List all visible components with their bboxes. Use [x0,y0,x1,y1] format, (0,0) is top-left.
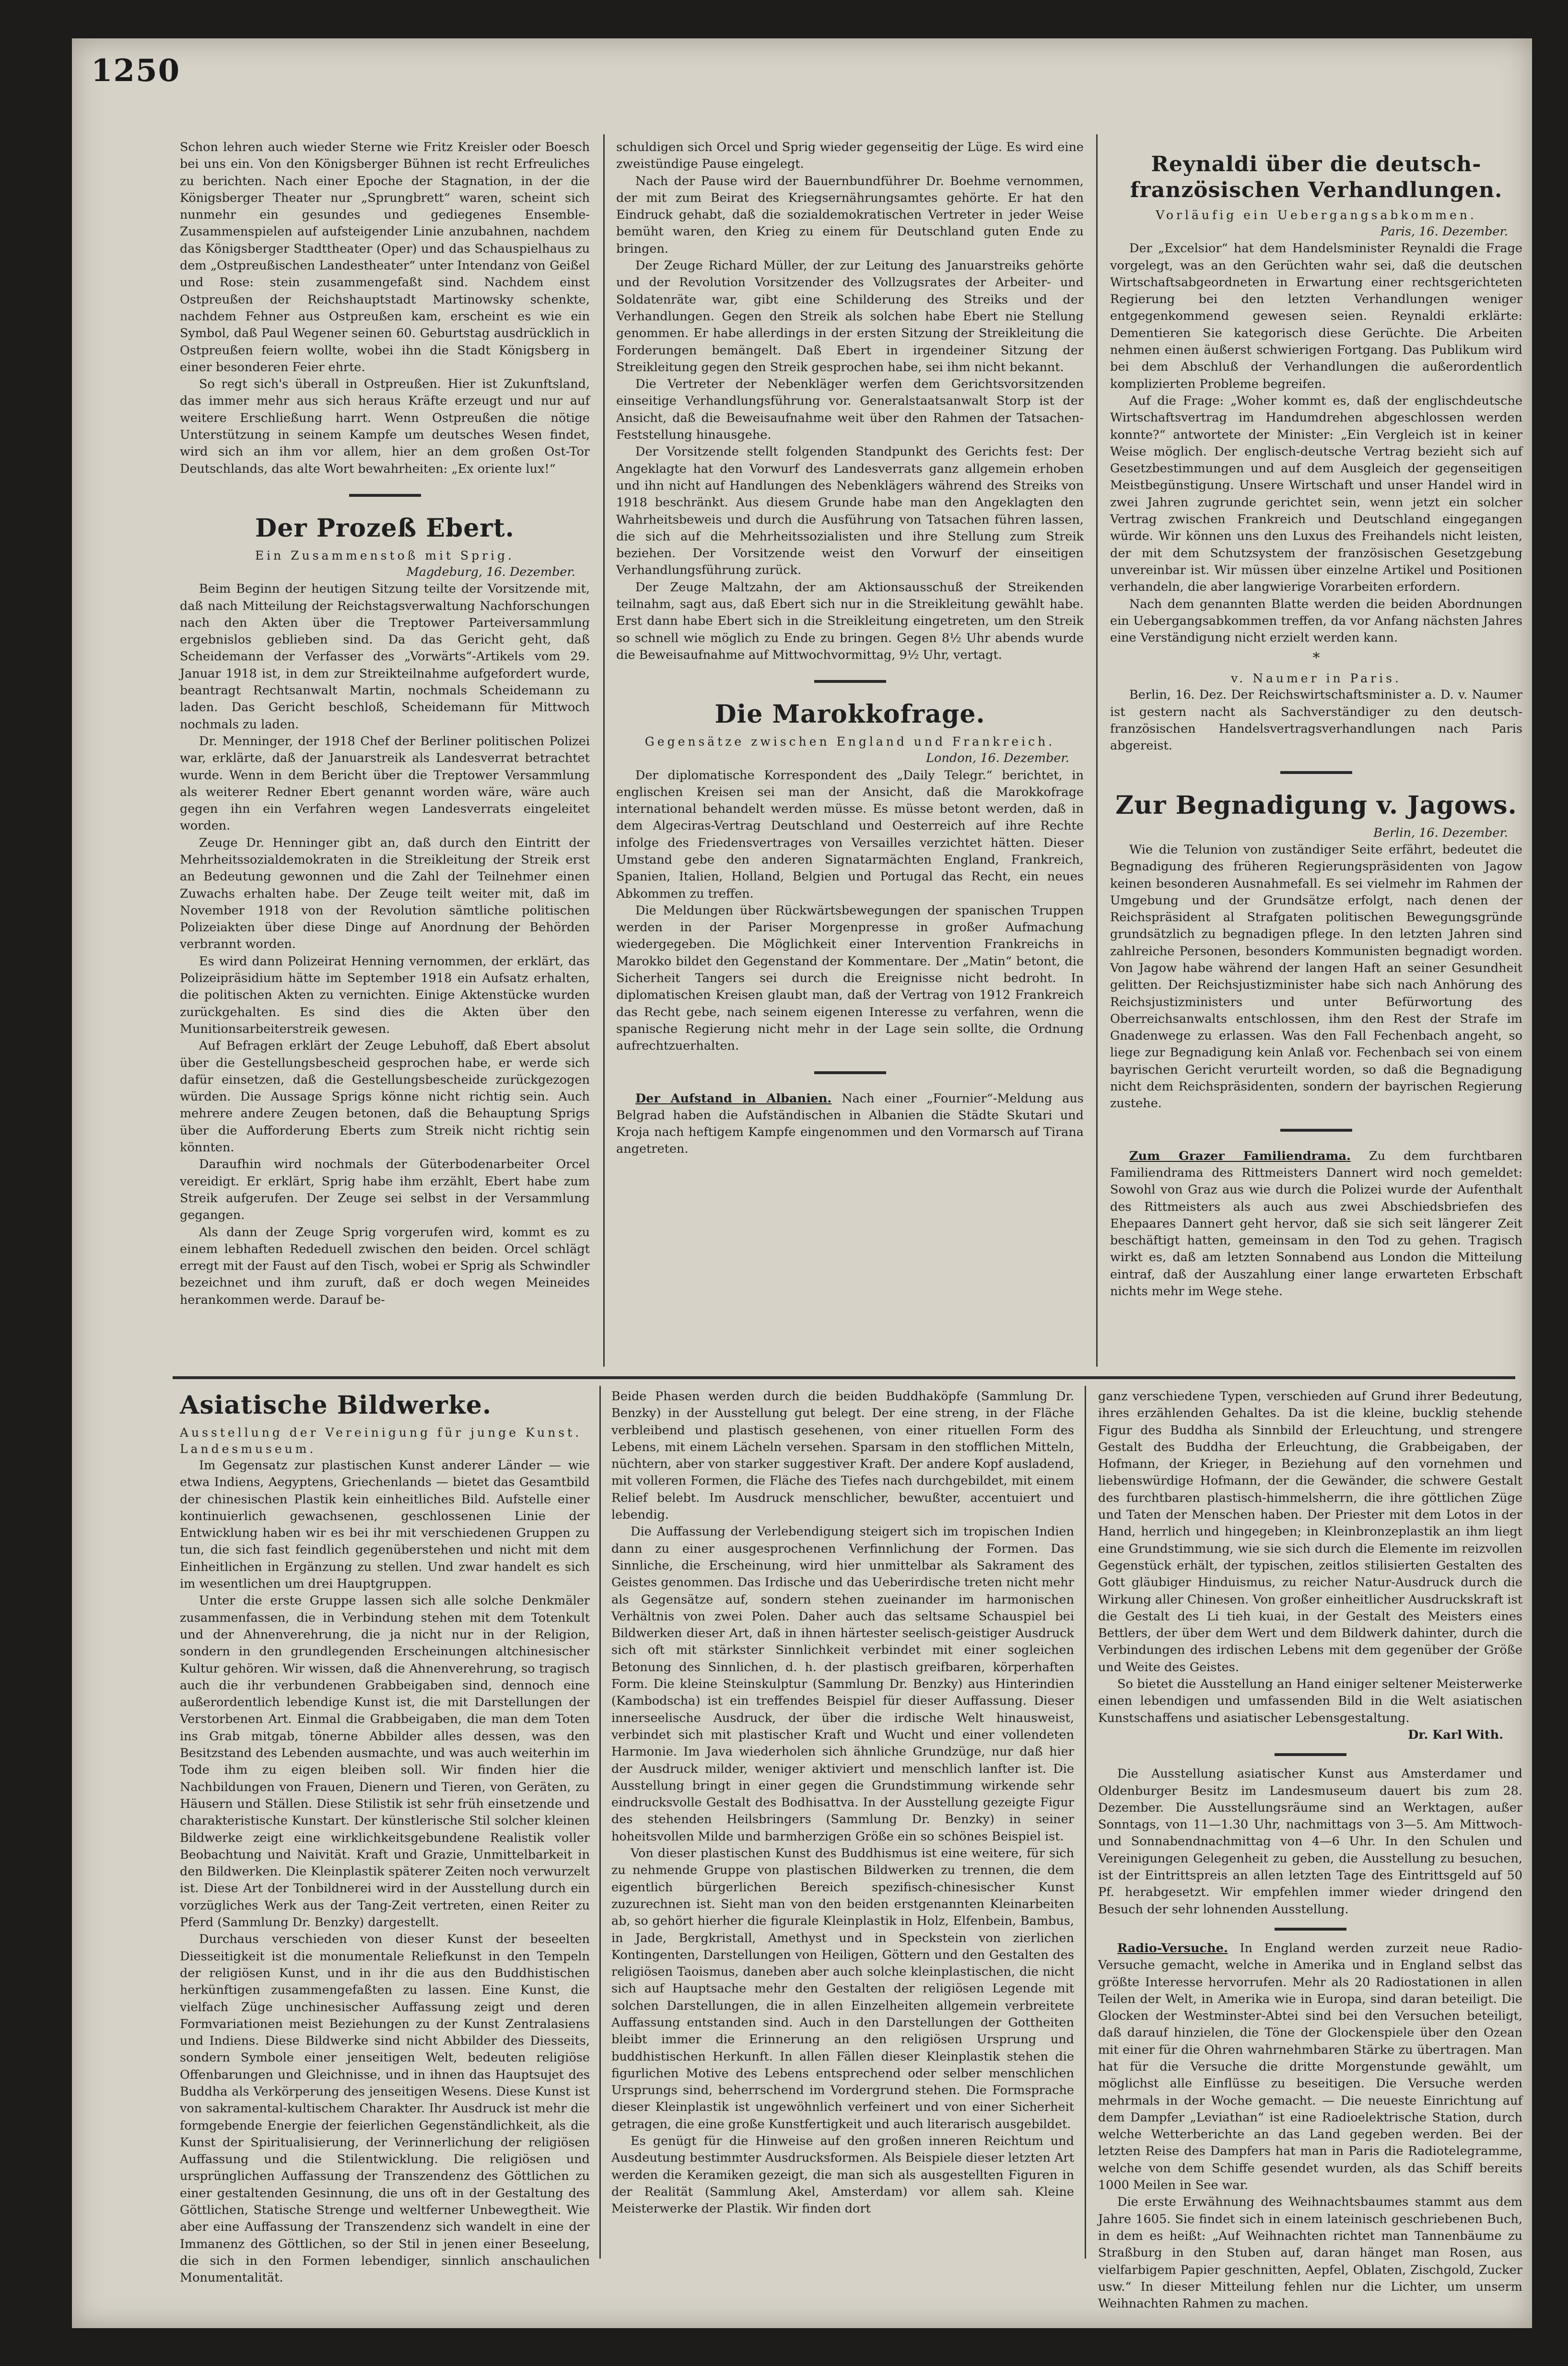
news-text: In England werden zurzeit neue Radio-Versuche gemacht, welche in Amerika und in England selbst das größte Interesse hervorrufen. Mehr als 20 Radiostationen in allen Teilen der Welt, in Amerika wie in Europa, sind daran beteiligt. Die Glocken der Westminster-Abtei sind bei den Versuchen beteiligt, daß darauf hinzielen, die Töne der Glockenspiele über den Ozean mit einer für die Ohren wahrnehmbaren Stärke zu übertragen. Man hat für die Versuche die dritte Morgenstunde gewählt, um möglichst alle Einflüsse zu beseitigen. Die Versuche werden mehrmals in der Woche gemacht. — Die neueste Einrichtung auf dem Dampfer „Leviathan“ ist eine Radioelektrische Station, durch welche Wetterberichte an das Land gegeben werden. Bei der letzten Reise des Dampfers hat man in Paris die Radiotelegramme, welche von dem Schiffe gesendet wurden, als das Schiff bereits 1000 Meilen in See war. [1098,1941,1522,2193]
dateline: Magdeburg, 16. Dezember. [406,564,575,579]
paragraph: Beim Beginn der heutigen Sitzung teilte der Vorsitzende mit, daß nach Mitteilung der Reichstagsverwaltung Nachforschungen nach den Akten über die Treptower Parteiversammlung ergebnislos geblieben sind. Da das Gericht geht, daß Scheidemann der Verfasser des „Vorwärts“-Artikels vom 29. Januar 1918 ist, in dem zur Streikteilnahme aufgefordert wurde, beantragt Rechtsanwalt Martin, nochmals Scheidemann zu laden. Das Gericht beschloß, Scheidemann für Mittwoch nochmals zu laden. [180,582,590,732]
paragraph: Wie die Telunion von zuständiger Seite erfährt, bedeutet die Begnadigung des früheren Regierungspräsidenten von Jagow keinen besonderen Ausnahmefall. Es sei vielmehr im Rahmen der Umgebung und der Grundsätze erfolgt, nach denen der Reichspräsident al Strafgaten politischen Bewegungsgründe grundsätzlich zu begnadigen pflege. In den letzten Jahren sind zahlreiche Personen, besonders Kommunisten begnadigt worden. Von Jagow habe während der langen Haft an seiner Gesundheit gelitten. Der Reichsjustizminister habe sich nach Anhörung des Reichsjustizministers und unter Befürwortung des Oberreichsanwalts entschlossen, ihm den Rest der Strafe im Gnadenwege zu erlassen. Was den Fall Fechenbach angeht, so liege zur Begnadigung kein Anlaß vor. Fechenbach sei von einem bayrischen Gericht verurteilt worden, so daß die Begnadigung nicht dem Reichspräsidenten, sondern der bayrischen Regierung zustehe. [1110,842,1522,1111]
article-title: Reynaldi über die deutsch-französischen Verhandlungen. [1130,152,1503,202]
news-text: Zu dem furchtbaren Familiendrama des Rittmeisters Dannert wird noch gemeldet: Sowohl von Graz aus wie durch die Polizei wurde der Aufenthalt des Rittmeisters als auch aus zwei Abschiedsbriefen des Ehepaares Dannert geht hervor, daß sie sich seit längerer Zeit beschäftigt hatten, gemeinsam in den Tod zu gehen. Tragisch wirkt es, daß am letzten Sonnabend aus London die Mitteilung eintraf, daß der Auszahlung einer lange erwarteten Erbschaft nichts mehr im Wege stehe. [1110,1148,1523,1299]
newspaper-page [72,38,1532,2328]
column-rule [599,1386,601,2259]
separator-rule [1275,1753,1346,1756]
paragraph: Es wird dann Polizeirat Henning vernommen, der erklärt, das Polizeipräsidium hätte im September 1918 ein Aufsatz erhalten, die politischen Akten zu vernichten. Einige Aktenstücke wurden zurückgehalten. Es sind dies die Akten über den Munitionsarbeiterstreik gewesen. [180,954,590,1036]
paragraph: Schon lehren auch wieder Sterne wie Fritz Kreisler oder Boesch bei uns ein. Von den Königsberger Bühnen ist recht Erfreuliches zu berichten. Nach einer Epoche der Stagnation, in der die Königsberger Theater nur „Sprungbrett“ waren, scheint sich nunmehr ein gesundes und gediegenes Ensemble-Zusammenspielen auf aufsteigender Linie anzubahnen, nachdem das Königsberger Stadttheater (Oper) und das Schauspielhaus zu dem „Ostpreußischen Landestheater“ unter Intendanz von Geißel und Rose: stein zusammengefaßt sind. Nachdem einst Ostpreußen der Reichshauptstadt Martinowsky schenkte, nachdem Fehner aus Ostpreußen kam, erscheint es wie ein Symbol, daß Paul Wegener seinen 60. Geburtstag ausdrücklich in Ostpreußen feiern wollte, wobei ihn die Stadt Königsberg in einer besonderen Feier ehrte. [180,140,590,375]
column-rule [603,134,605,1367]
article-title: Zur Begnadigung v. Jagows. [1115,790,1517,820]
separator-rule [814,1071,886,1074]
article-title: Asiatische Bildwerke. [180,1391,492,1420]
paragraph: Unter die erste Gruppe lassen sich alle solche Denkmäler zusammenfassen, die in Verbindung stehen mit dem Totenkult und der Ahnenverehrung, die ja nicht nur in der Religion, sondern in den grundlegenden Erscheinungen altchinesischer Kultur gehören. Wir wissen, daß die Ahnenverehrung, so tragisch auch die ihr verbundenen Grabbeigaben sind, dennoch eine außerordentlich lebendige Kunst ist, die mit Darstellungen der Verstorbenen Art. Einmal die Grabbeigaben, die man dem Toten ins Grab mitgab, tönerne Abbilder alles dessen, was den Besitzstand des Lebenden ausmachte, und was auch weiterhin im Tode ihm zu eigen bleiben soll. Wir finden hier die Nachbildungen von Frauen, Dienern und Tieren, von Geräten, zu Häusern und Ställen. Diese Stilistik ist sehr früh einsetzende und charakteristische Kunstart. Der künstlerische Stil solcher kleinen Bildwerke zeigt eine wirklichkeitsgebundene Realistik voller Beobachtung und Naivität. Kraft und Grazie, Unmittelbarkeit in den Bildwerken. Die Kleinplastik späterer Zeiten noch verwurzelt ist. Diese Art der Tonbildnerei wird in der Ausstellung durch ein vorzügliches Werk aus der Tang-Zeit vertreten, einen Reiter zu Pferd (Sammlung Dr. Benzky) dargestellt. [180,1593,590,1930]
paragraph: Die erste Erwähnung des Weihnachtsbaumes stammt aus dem Jahre 1605. Sie findet sich in einem lateinisch geschriebenen Buch, in dem es heißt: „Auf Weihnachten richtet man Tannenbäume zu Straßburg in den Stuben auf, daran hänget man Rosen, aus vielfarbigem Papier geschnitten, Aepfel, Oblaten, Zischgold, Zucker usw.“ In dieser Mitteilung fehlen nur die Lichter, um unserm Weihnachten Rahmen zu machen. [1098,2195,1522,2311]
paragraph: Im Gegensatz zur plastischen Kunst anderer Länder — wie etwa Indiens, Aegyptens, Griechenlands — bietet das Gesamtbild der chinesischen Plastik kein einheitliches Bild. Aufstelle einer kontinuierlich gewachsenen, geschlossenen Linie der Entwicklung haben wir es bei ihr mit verschiedenen Gruppen zu tun, die sich fast feindlich gegenüberstehen und nicht mit dem Einheitlichen in Ergänzung zu stellen. Und zwar handelt es sich im wesentlichen um drei Hauptgruppen. [180,1458,590,1592]
news-text: Nach einer „Fournier“-Meldung aus Belgrad haben die Aufständischen in Albanien die Städte Skutari und Kroja nach heftigem Kampfe eingenommen und den Vormarsch auf Tirana angetreten. [616,1091,1084,1157]
column-3-top [1110,139,1522,1371]
dateline: London, 16. Dezember. [926,751,1069,766]
column-2-top [616,139,1084,1371]
news-label: Radio-Versuche. [1117,1941,1228,1956]
paragraph: Die Auffassung der Verlebendigung steigert sich im tropischen Indien dann zu einer ausgesprochenen Verfinnlichung der Formen. Das Sinnliche, die Erscheinung, wird hier unmittelbar als Sakrament des Geistes genommen. Das Irdische und das Ueberirdische treten nicht mehr als Gegensätze auf, sondern stehen zueinander im harmonischen Verhältnis von zwei Polen. Daher auch das seltsame Schauspiel bei Bildwerken dieser Art, daß in ihnen härtester seelisch-geistiger Ausdruck sich oft mit stärkster Sinnlichkeit verbindet mit einer sogleichen Betonung des Sinnlichen, d. h. der plastisch greifbaren, körperhaften Form. Die kleine Steinskulptur (Sammlung Dr. Benzky) aus Hinterindien (Kambodscha) ist ein treffendes Beispiel für dieser Auffassung. Dieser innerseelische Ausdruck, der über die irdische Welt hinausweist, verbindet sich mit plastischer Kraft und Wucht und einer vollendeten Harmonie. Im Java wiederholen sich ähnliche Grundzüge, nur daß hier der Ausdruck milder, weniger aktiviert und menschlich lanfter ist. Die Ausstellung bringt in einer gegen die Grundstimmung wirkende sehr eindrucksvolle Gestalt des Bodhisattva. In der Ausstellung gezeigte Figur des stehenden Heilsbringers (Sammlung Dr. Benzky) in seiner hoheitsvollen Milde und barmherzigen Größe ein so schönes Beispiel ist. [611,1524,1074,1844]
author-signature: Dr. Karl With. [1408,1727,1503,1742]
paragraph: Zeuge Dr. Henninger gibt an, daß durch den Eintritt der Mehrheitssozialdemokraten in die Streikleitung der Streik erst an Bedeutung gewonnen und die Zahl der Teilnehmer einen Zuwachs erhalten habe. Der Zeuge teilt weiter mit, daß im November 1918 von der Revolution sämtliche politischen Polizeiakten über diese Dinge auf Anordnung der Behörden verbrannt worden. [180,835,590,952]
news-heading: v. Naumer in Paris. [1231,671,1402,686]
news-label: Der Aufstand in Albanien. [635,1091,832,1106]
article-subtitle: Vorläufig ein Uebergangsabkommen. [1156,208,1477,222]
page-number: 1250 [91,53,181,89]
paragraph: Der Zeuge Richard Müller, der zur Leitung des Januarstreiks gehörte und der Revolution Vorsitzender des Vollzugsrates der Arbeiter- und Soldatenräte war, gibt eine Schilderung des Streiks und der Verhandlungen. Gegen den Streik als solchen habe Ebert nie Stellung genommen. Er habe allerdings in der ersten Sitzung der Streikleitung die Forderungen bemängelt. Daß Ebert in irgendeiner Sitzung der Streikleitung gegen den Streik gesprochen habe, sei ihm nicht bekannt. [616,258,1084,375]
paragraph: Der Zeuge Maltzahn, der am Aktionsausschuß der Streikenden teilnahm, sagt aus, daß Ebert sich nur in die Streikleitung gewählt habe. Erst dann habe Ebert sich in die Streikleitung eingetreten, um den Streik so schnell wie möglich zu Ende zu bringen. Gegen 8½ Uhr abends wurde die Beweisaufnahme auf Mittwochvormittag, 9½ Uhr, vertagt. [616,580,1084,662]
section-divider [173,1376,1515,1379]
paragraph: Auf die Frage: „Woher kommt es, daß der englischdeutsche Wirtschaftsvertrag im Handumdrehen abgeschlossen werden konnte?“ antwortete der Minister: „Ein Vergleich ist in keiner Weise möglich. Der englisch-deutsche Vertrag bezieht sich auf Gesetzbestimmungen und auf dem Ausgleich der gegenseitigen Meistbegünstigung. Unsere Wirtschaft und unser Handel wird in zwei Jahren zugrunde gerichtet sein, wenn jetzt ein solcher Vertrag zwischen Frankreich und Deutschland eingegangen würde. Wir können uns den Luxus des Freihandels nicht leisten, der mit dem Schutzsystem der französischen Gesetzgebung unvereinbar ist. Wir müssen über einzelne Artikel und Positionen verhandeln, die aber langwierige Vorarbeiten erfordern. [1110,393,1522,595]
column-1-top [180,139,590,1371]
separator-rule [1275,1928,1346,1931]
paragraph: Beide Phasen werden durch die beiden Buddhaköpfe (Sammlung Dr. Benzky) in der Ausstellung gut belegt. Der eine streng, in der Fläche verbleibend und plastisch gesehenen, von einer rituellen Form des Lebens, mit einem Lächeln versehen. Sparsam in den stofflichen Mitteln, nüchtern, aber von starker suggestiver Kraft. Der andere Kopf ausladend, mit volleren Formen, die Fläche des Tiefes nach durchgebildet, mit einem Relief belebt. Im Ausdruck menschlicher, bewußter, accentuiert und lebendig. [611,1389,1074,1523]
paragraph: Nach dem genannten Blatte werden die beiden Abordnungen ein Uebergangsabkommen treffen, da vor Anfang nächsten Jahres eine Verständigung nicht erzielt werden kann. [1110,597,1522,645]
paragraph: ganz verschiedene Typen, verschieden auf Grund ihrer Bedeutung, ihres erzählenden Gehaltes. Da ist die kleine, bucklig stehende Figur des Buddha als Sinnbild der Erleuchtung, und strengere Gestalt des Buddha der Erleuchtung, die Grabbeigaben, der Hofmann, der Krieger, in Beziehung auf den vornehmen und liebenswürdige Hofmann, der die Gewänder, die schwere Gestalt des furchtbaren plastisch-himmelsherrn, die ihre göttlichen Züge und Taten der Menschen haben. Der Priester mit dem Lotos in der Hand, herrlich und hingegeben; in Kleinbronzeplastik an ihm liegt eine Grundstimmung, wie sie sich durch die Elemente im reizvollen Gegenstück erhält, der typischen, zeitlos stilisierten Gestalten des Gott gläubiger Hinduismus, zu reicher Natur-Ausdruck durch die Wirkung aller Chinesen. Von großer einheitlicher Ausdruckskraft ist die Gestalt des Li tieh kuai, in der Gestalt des Meisters eines Bettlers, der über dem Wert und dem Bildwerk dahinter, durch die Verbindungen des irdischen Lebens mit dem gegenüber der Größe und Weite des Geistes. [1098,1389,1522,1675]
paragraph: Die Meldungen über Rückwärtsbewegungen der spanischen Truppen werden in der Pariser Morgenpresse in großer Aufmachung wiedergegeben. Die Möglichkeit einer Intervention Frankreichs in Marokko bildet den Gegenstand der Kommentare. Der „Matin“ betont, die Sicherheit Tangers sei durch die Ereignisse nicht bedroht. In diplomatischen Kreisen glaubt man, daß der Vertrag von 1912 Frankreich das Recht gebe, nach seinem eigenen Interesse zu verfahren, wenn die spanische Regierung nicht mehr in der Lage sein sollte, die Ordnung aufrechtzuerhalten. [616,903,1084,1054]
paragraph: So regt sich's überall in Ostpreußen. Hier ist Zukunftsland, das immer mehr aus sich heraus Kräfte erzeugt und nur auf weitere Erschließung harrt. Wenn Ostpreußen die nötige Unterstützung in seinem Kampfe um deutsches Wesen findet, wird sich an ihm vor allem, hier an dem großen Ost-Tor Deutschlands, das alte Wort bewahrheiten: „Ex oriente lux!“ [180,377,590,476]
paragraph: Der diplomatische Korrespondent des „Daily Telegr.“ berichtet, in englischen Kreisen sei man der Ansicht, daß die Marokkofrage international behandelt werden müsse. Es müsse betont werden, daß in dem Algeciras-Vertrag Deutschland und Oesterreich auf ihre Rechte infolge des Friedensvertrages von Versailles verzichtet hätten. Dieser Umstand gebe den anderen Signatarmächten England, Frankreich, Spanien, Italien, Holland, Belgien und Portugal das Recht, ein neues Abkommen zu treffen. [616,768,1084,901]
separator-rule [814,680,886,683]
paragraph: Dr. Menninger, der 1918 Chef der Berliner politischen Polizei war, erklärte, daß der Januarstreik als Landesverrat betrachtet wurde. Wenn in dem Bericht über die Treptower Versammlung als weiterer Redner Ebert genannt worden wäre, wäre auch gegen ihn ein Verfahren wegen Landesverrats eingeleitet worden. [180,734,590,833]
article-title: Die Marokkofrage. [714,700,985,729]
paragraph: Daraufhin wird nochmals der Güterbodenarbeiter Orcel vereidigt. Er erklärt, Sprig habe ihm erzählt, Ebert habe zum Streik aufgerufen. Der Zeuge sei selbst in der Versammlung gegangen. [180,1157,590,1223]
dateline: Berlin, 16. Dezember. [1373,825,1508,840]
paragraph: Berlin, 16. Dez. Der Reichswirtschaftsminister a. D. v. Naumer ist gestern nacht als Sachverständiger zu den deutsch-französischen Handelsvertragsverhandlungen nach Paris abgereist. [1110,688,1522,753]
separator-rule [349,494,421,497]
column-3-bottom [1098,1388,1522,2311]
paragraph: Der Vorsitzende stellt folgenden Standpunkt des Gerichts fest: Der Angeklagte hat den Vorwurf des Landesverrats ganz allgemein erhoben und ihn nicht auf Handlungen des Nebenklägers während des Streiks von 1918 beschränkt. Aus diesem Grunde habe man den Angeklagten den Wahrheitsbeweis und durch die Ausführung von Tatsachen führen lassen, die sich auf die Mehrheitssozialisten und ihre Stellung zum Streik beziehen. Der Vorsitzende weist den Vorwurf der einseitigen Verhandlungsführung zurück. [616,445,1084,578]
paragraph: Die Ausstellung asiatischer Kunst aus Amsterdamer und Oldenburger Besitz im Landesmuseum dauert bis zum 28. Dezember. Die Ausstellungsräume sind an Werktagen, außer Sonntags, von 11—1.30 Uhr, nachmittags von 3—5. Am Mittwoch- und Sonnabendnachmittag von 4—6 Uhr. In den Schulen und Vereinigungen Gelegenheit zu geben, die Ausstellung zu besuchen, ist der Eintrittspreis an allen letzten Tage des Eintrittsgeld auf 50 Pf. herabgesetzt. Wir empfehlen immer wieder dringend den Besuch der sehr lohnenden Ausstellung. [1098,1767,1522,1917]
separator-rule [1280,771,1352,774]
paragraph: Nach der Pause wird der Bauernbundführer Dr. Boehme vernommen, der mit zum Beirat des Kriegsernährungsamtes gehörte. Er hat den Eindruck gehabt, daß die sozialdemokratischen Vertreter in jeder Weise bemüht waren, den Krieg zu einem für Deutschland guten Ende zu bringen. [616,174,1084,256]
section-star: * [1312,650,1320,667]
paragraph: Durchaus verschieden von dieser Kunst der beseelten Diesseitigkeit ist die monumentale Reliefkunst in den Tempeln der religiösen Kunst, und in ihr die aus den Buddhistischen herkünftigen zusammengefaßten zu lassen. Eine Kunst, die vielfach Züge unchinesischer Auffassung zeigt und deren Formvariationen meist Beziehungen zu der Kunst Zentralasiens und Indiens. Diese Bildwerke sind nicht Abbilder des Diesseits, sondern Symbole einer jenseitigen Welt, bedeuten religiöse Offenbarungen und Gleichnisse, und in ihnen das Hauptsujet des Buddha als Verkörperung des jenseitigen Wesens. Diese Kunst ist von sakramental-kultischem Charakter. Ihr Ausdruck ist mehr die formgebende Energie der feierlichen Gegenständlichkeit, als die Kunst der Spiritualisierung, der Verinnerlichung der religiösen Auffassung und die Stilentwicklung. Die religiösen und ursprünglichen Auffassung der Transzendenz des Göttlichen zu einer gestaltenden Gesinnung, die uns oft in der Gestaltung des Göttlichen, Statische Strenge und weltferner Unbewegtheit. Wie aber eine Auffassung der Transzendenz sich wandelt in eine der Immanenz des Göttlichen, so der Stil in jenen einer Beseelung, die sich in den Formen lebendiger, sinnlich anschaulichen Monumentalität. [180,1932,590,2285]
paragraph: So bietet die Ausstellung an Hand einiger seltener Meisterwerke einen lebendigen und umfassenden Bild in die Welt asiatischen Kunstschaffens und asiatischer Lebensgestaltung. [1098,1677,1522,1725]
paragraph: Auf Befragen erklärt der Zeuge Lebuhoff, daß Ebert absolut über die Gestellungsbescheid gesprochen habe, er werde sich dafür einsetzen, daß die Gestellungsbescheide zurückgezogen würden. Die Aussage Sprigs könne nicht richtig sein. Auch mehrere andere Zeugen betonen, daß die Behauptung Sprigs über die Aufforderung Eberts zum Streik nicht richtig sein könnten. [180,1039,590,1155]
paragraph: Der „Excelsior“ hat dem Handelsminister Reynaldi die Frage vorgelegt, was an den Gerüchten wahr sei, daß die deutschen Wirtschaftsabgeordneten in Erwartung einer rechtsgerichteten Regierung bei den letzten Verhandlungen weniger entgegenkommend gewesen seien. Reynaldi erklärte: Dementieren Sie kategorisch diese Gerüchte. Die Arbeiten nehmen einen äußerst schwierigen Fortgang. Das Publikum wird bei dem Abschluß der Verhandlungen die außerordentlich komplizierten Probleme begreifen. [1110,241,1522,391]
paragraph: Es genügt für die Hinweise auf den großen inneren Reichtum und Ausdeutung bestimmter Ausdrucksformen. Als Beispiele dieser letzten Art werden die Keramiken gezeigt, die man sich als ausgestellten Figuren in der Realität (Sammlung Akel, Amsterdam) vor allem sah. Kleine Meisterwerke der Plastik. Wir finden dort [611,2134,1074,2216]
column-rule [1096,134,1098,1367]
column-rule [1085,1386,1086,2259]
article-subtitle: Ausstellung der Vereinigung für junge Kunst. Landesmuseum. [180,1426,582,1456]
article-subtitle: Ein Zusammenstoß mit Sprig. [255,548,515,562]
article-subtitle: Gegensätze zwischen England und Frankreich. [644,735,1055,749]
paragraph: Die Vertreter der Nebenkläger werfen dem Gerichtsvorsitzenden einseitige Verhandlungsführung vor. Generalstaatsanwalt Storp ist der Ansicht, daß die Beweisaufnahme weit über den Rahmen der Tatsachen-Feststellung hinausgehe. [616,377,1084,443]
column-1-bottom [180,1388,590,2285]
paragraph: Als dann der Zeuge Sprig vorgerufen wird, kommt es zu einem lebhaften Rededuell zwischen den beiden. Orcel schlägt erregt mit der Faust auf den Tisch, wobei er Sprig als Schwindler bezeichnet und ihm zuruft, daß er doch wegen Meineides herankommen werde. Darauf be- [180,1225,590,1307]
dateline: Paris, 16. Dezember. [1380,224,1508,239]
column-2-bottom [611,1388,1074,2271]
paragraph: schuldigen sich Orcel und Sprig wieder gegenseitig der Lüge. Es wird eine zweistündige Pause eingelegt. [616,140,1084,172]
news-label: Zum Grazer Familiendrama. [1129,1148,1351,1163]
separator-rule [1280,1129,1352,1132]
paragraph: Von dieser plastischen Kunst des Buddhismus ist eine weitere, für sich zu nehmende Gruppe von plastischen Bildwerken zu trennen, die dem eigentlich bürgerlichen Bereich spezifisch-chinesischer Kunst zuzurechnen ist. Sieht man von den beiden erstgenannten Kleinarbeiten ab, so gehört hierher die figurale Kleinplastik in Holz, Elfenbein, Bambus, in Jade, Bergkristall, Amethyst und in Speckstein von zierlichen Kontingenten, Darstellungen von Heiligen, Göttern und den Gestalten des religiösen Taoismus, daneben aber auch solche kleinplastischen, die nicht sich auf Hauptsache mehr den Gestalten der religiösen Legende mit solchen Darstellungen, die in allen Einzelheiten allgemein verbreitete Auffassung entstanden sind. Auch in den Darstellungen der Gottheiten bleibt immer die Erinnerung an den religiösen Ursprung und buddhistischen Herkunft. In allen Fällen dieser Kleinplastik stehen die figurlichen Motive des Lebens entsprechend oder selber menschlichen Ursprungs sind, beherrschend im Vordergrund stehen. Die Formsprache dieser Kleinplastik ist ungewöhnlich verfeinert und von einer Sicherheit getragen, die eine große Kunstfertigkeit und auch literarisch ausgebildet. [611,1846,1074,2132]
article-title: Der Prozeß Ebert. [255,513,515,543]
